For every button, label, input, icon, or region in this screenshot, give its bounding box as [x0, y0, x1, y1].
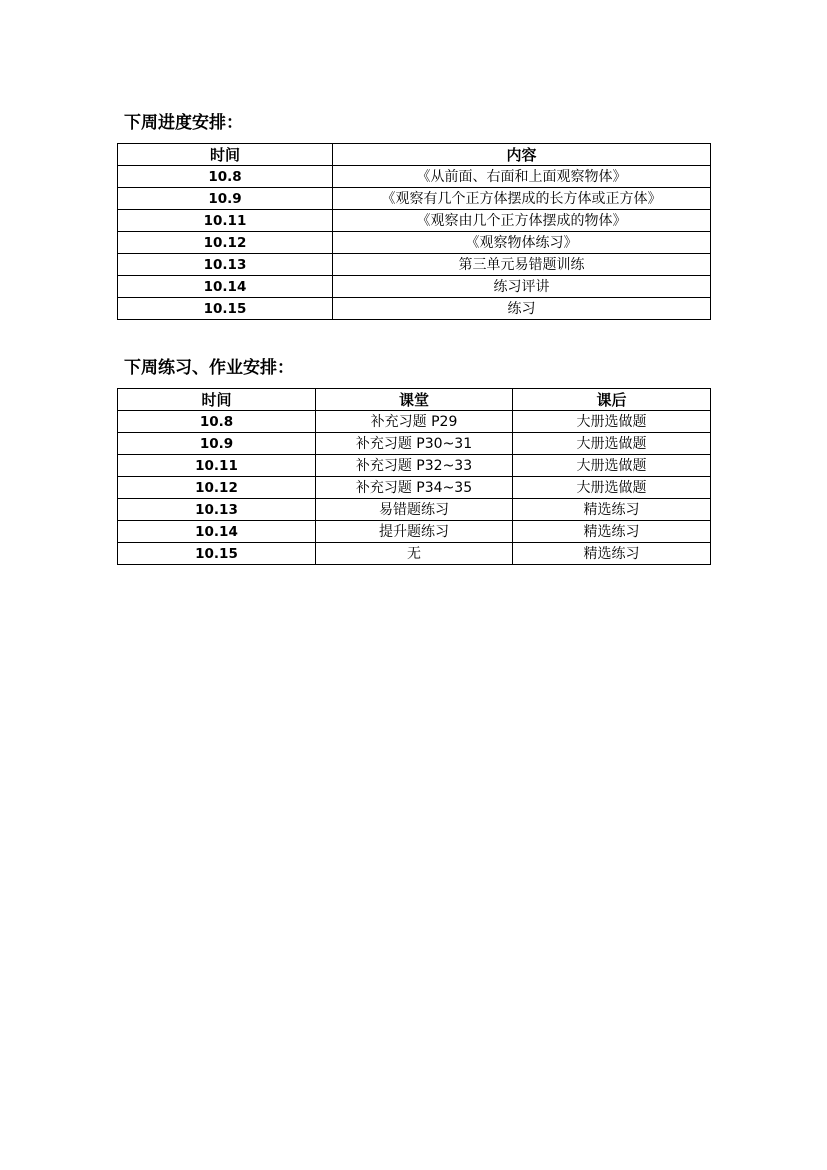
classwork-cell: 补充习题 P30~31 [316, 433, 513, 455]
table-row [118, 411, 711, 433]
table-row [118, 433, 711, 455]
after-class-cell: 大册选做题 [513, 433, 711, 455]
date-cell: 10.12 [118, 477, 316, 499]
classwork-cell: 补充习题 P34~35 [316, 477, 513, 499]
after-class-cell: 大册选做题 [513, 455, 711, 477]
after-class-cell: 精选练习 [513, 521, 711, 543]
date-cell: 10.8 [118, 166, 333, 188]
table-row [118, 166, 711, 188]
date-cell: 10.12 [118, 232, 333, 254]
table-row [118, 543, 711, 565]
header-time: 时间 [118, 389, 316, 411]
date-cell: 10.11 [118, 210, 333, 232]
content-cell: 《观察物体练习》 [333, 232, 711, 254]
classwork-cell: 易错题练习 [316, 499, 513, 521]
date-cell: 10.13 [118, 499, 316, 521]
after-class-cell: 精选练习 [513, 499, 711, 521]
header-after-class: 课后 [513, 389, 711, 411]
progress-section-title: 下周进度安排： [124, 113, 243, 133]
date-cell: 10.15 [118, 298, 333, 320]
homework-section-title: 下周练习、作业安排： [124, 358, 294, 378]
content-cell: 第三单元易错题训练 [333, 254, 711, 276]
date-cell: 10.9 [118, 433, 316, 455]
date-cell: 10.13 [118, 254, 333, 276]
table-header-row [118, 144, 711, 166]
table-row [118, 499, 711, 521]
header-time: 时间 [118, 144, 333, 166]
table-row [118, 298, 711, 320]
content-cell: 《观察由几个正方体摆成的物体》 [333, 210, 711, 232]
table-row [118, 276, 711, 298]
table-row [118, 521, 711, 543]
date-cell: 10.9 [118, 188, 333, 210]
header-classwork: 课堂 [316, 389, 513, 411]
classwork-cell: 提升题练习 [316, 521, 513, 543]
date-cell: 10.14 [118, 276, 333, 298]
content-cell: 《从前面、右面和上面观察物体》 [333, 166, 711, 188]
date-cell: 10.8 [118, 411, 316, 433]
after-class-cell: 大册选做题 [513, 411, 711, 433]
content-cell: 练习评讲 [333, 276, 711, 298]
content-cell: 练习 [333, 298, 711, 320]
date-cell: 10.11 [118, 455, 316, 477]
progress-table [117, 143, 711, 320]
table-row [118, 455, 711, 477]
table-row [118, 254, 711, 276]
table-header-row [118, 389, 711, 411]
after-class-cell: 精选练习 [513, 543, 711, 565]
classwork-cell: 补充习题 P32~33 [316, 455, 513, 477]
header-content: 内容 [333, 144, 711, 166]
content-cell: 《观察有几个正方体摆成的长方体或正方体》 [333, 188, 711, 210]
after-class-cell: 大册选做题 [513, 477, 711, 499]
table-row [118, 232, 711, 254]
classwork-cell: 无 [316, 543, 513, 565]
table-row [118, 188, 711, 210]
date-cell: 10.15 [118, 543, 316, 565]
homework-table [117, 388, 711, 565]
table-row [118, 210, 711, 232]
classwork-cell: 补充习题 P29 [316, 411, 513, 433]
table-row [118, 477, 711, 499]
date-cell: 10.14 [118, 521, 316, 543]
